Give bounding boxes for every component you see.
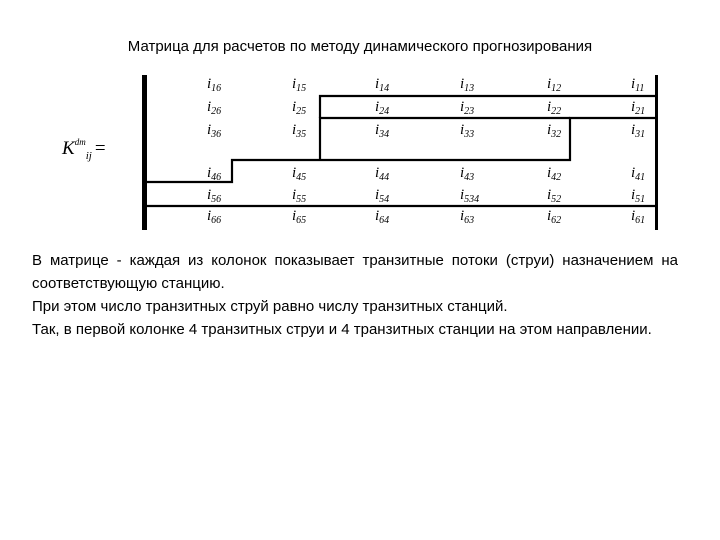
cell-index: 62 [551, 215, 562, 226]
cell-symbol: i [460, 165, 465, 181]
cell-symbol: i [375, 165, 380, 181]
cell-index: 15 [296, 83, 307, 94]
cell-index: 14 [379, 83, 390, 94]
matrix-cell [460, 165, 474, 183]
cell-index: 23 [464, 106, 475, 117]
cell-symbol: i [547, 165, 552, 181]
matrix-cell [547, 122, 561, 140]
matrix-table [0, 0, 720, 240]
matrix-cell [460, 187, 479, 205]
matrix-cell [547, 99, 561, 117]
matrix-cell [375, 122, 389, 140]
cell-symbol: i [207, 99, 212, 115]
right-bracket [655, 75, 658, 230]
cell-index: 13 [464, 83, 475, 94]
matrix-cell [460, 99, 474, 117]
matrix-cell [547, 76, 561, 94]
matrix-cell [292, 165, 306, 183]
cell-index: 31 [635, 129, 646, 140]
cell-symbol: i [460, 208, 465, 224]
matrix-cell [207, 99, 221, 117]
matrix-cell [375, 208, 389, 226]
matrix-cell [460, 76, 474, 94]
paragraph: При этом число транзитных струй равно числу транзитных станций. [32, 298, 508, 315]
cell-index: 55 [296, 194, 307, 205]
cell-index: 64 [379, 215, 390, 226]
matrix-cell [207, 208, 221, 226]
cell-symbol: i [375, 99, 380, 115]
matrix-cell [292, 122, 306, 140]
matrix-cell [547, 187, 561, 205]
cell-index: 44 [379, 172, 390, 183]
paragraph: Так, в первой колонке 4 транзитных струи и 4 транзитных станции на этом направлении. [32, 321, 652, 338]
matrix-cell [375, 165, 389, 183]
cell-index: 25 [296, 106, 307, 117]
cell-index: 12 [551, 83, 562, 94]
cell-symbol: i [207, 122, 212, 138]
cell-symbol: i [631, 208, 636, 224]
cell-index: 35 [296, 129, 307, 140]
matrix-cell [292, 187, 306, 205]
cell-symbol: i [631, 187, 636, 203]
matrix-cell [547, 165, 561, 183]
cell-symbol: i [547, 187, 552, 203]
matrix-subscript: ij [85, 150, 92, 162]
cell-symbol: i [375, 76, 380, 92]
equals-sign: = [94, 138, 106, 159]
cell-symbol: i [292, 208, 297, 224]
cell-index: 34 [379, 129, 390, 140]
left-bracket [142, 75, 147, 230]
cell-symbol: i [292, 76, 297, 92]
cell-symbol: i [547, 122, 552, 138]
cell-index: 16 [211, 83, 222, 94]
cell-index: 32 [551, 129, 562, 140]
cell-index: 21 [635, 106, 646, 117]
matrix-cell [292, 99, 306, 117]
cell-symbol: i [375, 208, 380, 224]
matrix-superscript: dm [74, 137, 86, 147]
cell-index: 43 [464, 172, 475, 183]
cell-symbol: i [375, 122, 380, 138]
matrix-cell [631, 99, 645, 117]
cell-index: 33 [464, 129, 475, 140]
matrix-cell [631, 165, 645, 183]
cell-index: 45 [296, 172, 307, 183]
cell-symbol: i [631, 76, 636, 92]
cell-symbol: i [375, 187, 380, 203]
matrix-cell [631, 208, 645, 226]
matrix-cell [631, 122, 645, 140]
staircase-lines [147, 96, 655, 206]
cell-symbol: i [460, 122, 465, 138]
body-text [32, 249, 678, 341]
cell-symbol: i [207, 76, 212, 92]
cell-index: 52 [551, 194, 562, 205]
cell-index: 22 [551, 106, 562, 117]
cell-index: 11 [635, 83, 645, 94]
cell-symbol: i [207, 165, 212, 181]
matrix-cell [375, 76, 389, 94]
cell-index: 534 [464, 194, 480, 205]
cell-index: 26 [211, 106, 222, 117]
matrix-cell [292, 76, 306, 94]
matrix-cell [207, 165, 221, 183]
matrix-cell [207, 122, 221, 140]
paragraph: В матрице - каждая из колонок показывает транзитные потоки (струи) назначением на соответствующую станцию. [32, 252, 678, 292]
cell-symbol: i [292, 122, 297, 138]
cell-symbol: i [292, 187, 297, 203]
cell-symbol: i [207, 208, 212, 224]
cell-symbol: i [547, 76, 552, 92]
matrix-cell [631, 187, 645, 205]
cell-index: 65 [296, 215, 307, 226]
cell-index: 61 [635, 215, 646, 226]
cell-symbol: i [631, 122, 636, 138]
cell-index: 36 [211, 129, 222, 140]
cell-index: 41 [635, 172, 646, 183]
matrix-cell [375, 187, 389, 205]
cell-symbol: i [292, 165, 297, 181]
cell-index: 56 [211, 194, 222, 205]
cell-symbol: i [292, 99, 297, 115]
cell-symbol: i [631, 165, 636, 181]
cell-symbol: i [547, 208, 552, 224]
matrix-cell [207, 187, 221, 205]
matrix-cell [207, 76, 221, 94]
cell-index: 24 [379, 106, 390, 117]
matrix-cell [547, 208, 561, 226]
cell-symbol: i [460, 76, 465, 92]
matrix-symbol: K [62, 138, 75, 159]
cell-index: 51 [635, 194, 646, 205]
cell-symbol: i [207, 187, 212, 203]
matrix-cell [460, 122, 474, 140]
slide-title: Матрица для расчетов по методу динамического прогнозирования [127, 38, 593, 55]
cell-symbol: i [460, 99, 465, 115]
matrix-cell [460, 208, 474, 226]
cell-index: 46 [211, 172, 222, 183]
matrix-cell [292, 208, 306, 226]
matrix-cells [207, 76, 645, 226]
cell-index: 42 [551, 172, 562, 183]
cell-symbol: i [547, 99, 552, 115]
cell-index: 63 [464, 215, 475, 226]
matrix-cell [375, 99, 389, 117]
matrix-cell [631, 76, 644, 94]
cell-index: 54 [379, 194, 390, 205]
cell-symbol: i [631, 99, 636, 115]
cell-symbol: i [460, 187, 465, 203]
cell-index: 66 [211, 215, 222, 226]
